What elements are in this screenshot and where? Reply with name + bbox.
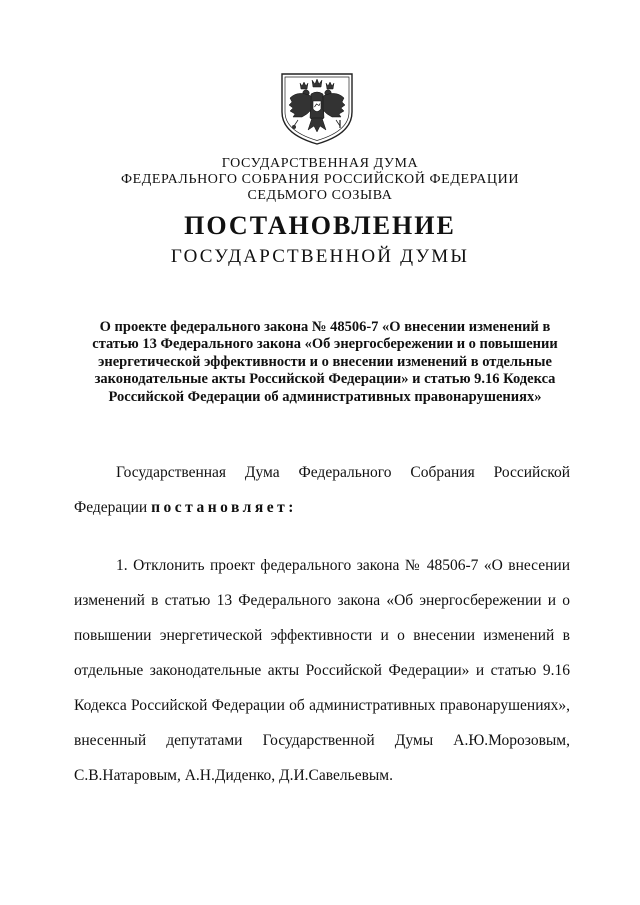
intro-subject: Федерации <box>74 499 148 516</box>
title-line: законодательные акты Российской Федерации» и статью 9.16 Кодекса <box>94 371 556 388</box>
item-line: отдельные законодательные акты Российской Федерации» и статью 9.16 <box>74 662 570 679</box>
item-line: С.В.Натаровым, А.Н.Диденко, Д.И.Савельевым. <box>74 767 393 784</box>
header-organization: ГОСУДАРСТВЕННАЯ ДУМА <box>221 156 419 171</box>
item-line: Кодекса Российской Федерации об административных правонарушениях», <box>74 697 570 714</box>
title-line: статью 13 Федерального закона «Об энергосбережении и о повышении <box>92 336 558 353</box>
header-convocation: СЕДЬМОГО СОЗЫВА <box>247 188 393 203</box>
title-line: энергетической эффективности и о внесении изменений в отдельные <box>98 353 552 370</box>
item-line: 1. Отклонить проект федерального закона № 48506-7 «О внесении <box>116 557 570 574</box>
intro-line <box>74 490 570 525</box>
intro-decision-verb: постановляет: <box>151 499 297 516</box>
header-assembly: ФЕДЕРАЛЬНОГО СОБРАНИЯ РОССИЙСКОЙ ФЕДЕРАЦИИ <box>120 172 520 187</box>
resolution-item-1 <box>74 548 570 793</box>
title-line: Российской Федерации об административных правонарушениях» <box>108 388 542 405</box>
intro-line: Государственная Дума Федерального Собрания Российской <box>116 464 570 481</box>
russian-coat-of-arms-icon <box>278 68 356 146</box>
item-line: повышении энергетической эффективности и о внесении изменений в <box>74 627 570 644</box>
document-type-subtitle: ГОСУДАРСТВЕННОЙ ДУМЫ <box>170 246 470 267</box>
resolution-title <box>80 319 570 406</box>
item-line: внесенный депутатами Государственной Думы А.Ю.Морозовым, <box>74 732 570 749</box>
title-line: О проекте федерального закона № 48506-7 «О внесении изменений в <box>99 319 551 335</box>
item-line: изменений в статью 13 Федерального закона «Об энергосбережении и о <box>74 592 570 609</box>
document-type-title: ПОСТАНОВЛЕНИЕ <box>184 211 456 240</box>
intro-paragraph <box>74 455 570 525</box>
